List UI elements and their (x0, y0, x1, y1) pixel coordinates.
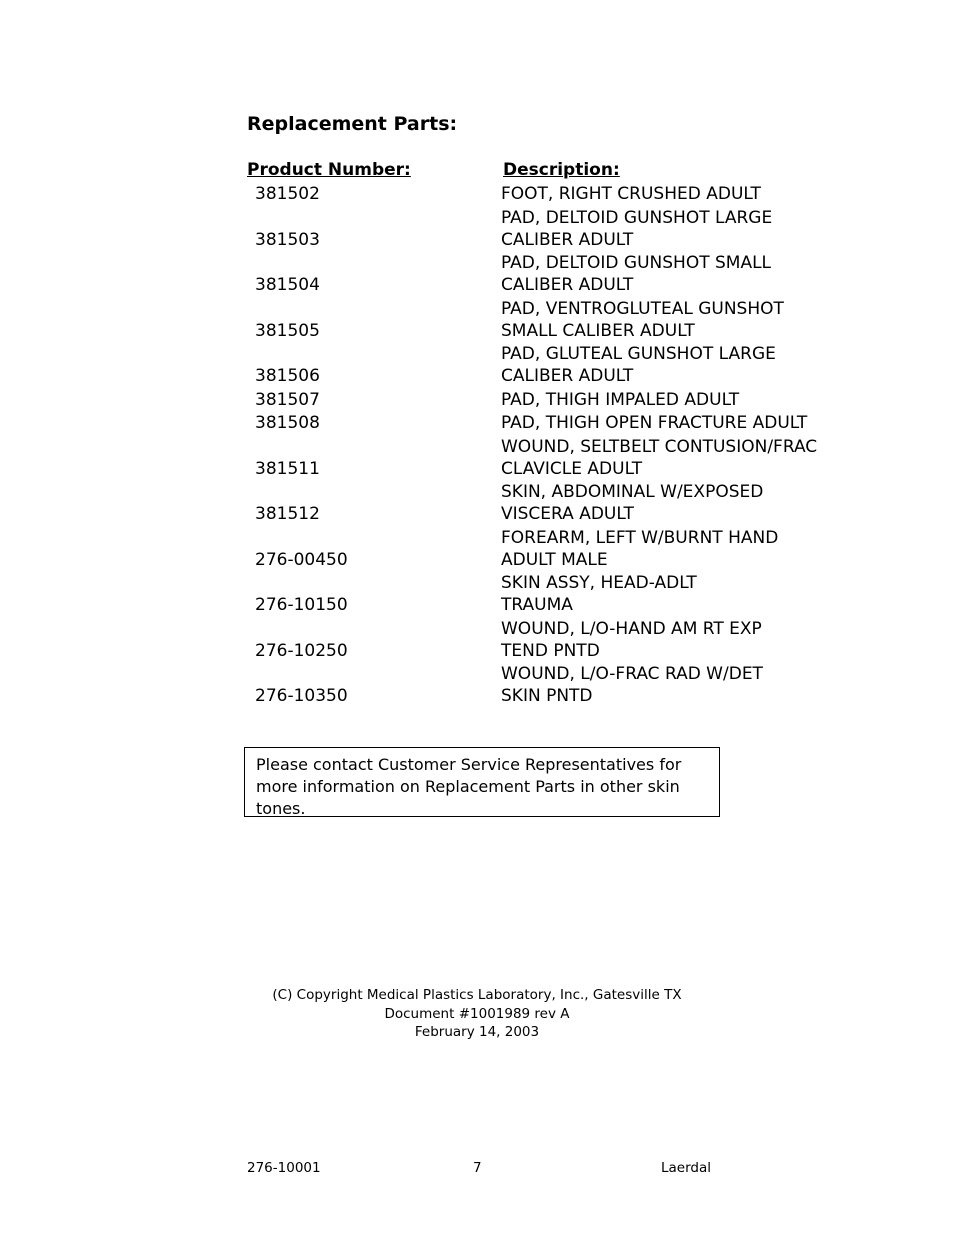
part-number: 381503 (255, 229, 320, 250)
part-description-line: SKIN, ABDOMINAL W/EXPOSED (501, 482, 764, 502)
column-header-description: Description: (503, 160, 620, 180)
part-number: 381502 (255, 184, 320, 204)
part-number: 276-10250 (255, 640, 348, 661)
footer-page-number: 7 (473, 1160, 482, 1176)
part-description-line: SMALL CALIBER ADULT (501, 320, 695, 341)
part-description-line: ADULT MALE (501, 549, 608, 570)
part-description-line: FOREARM, LEFT W/BURNT HAND (501, 527, 779, 548)
part-description (501, 436, 846, 480)
part-description-line: CALIBER ADULT (501, 366, 634, 386)
document-revision: Document #1001989 rev A (384, 1005, 570, 1022)
part-number: 381504 (255, 275, 320, 295)
part-description (501, 298, 846, 342)
part-description (501, 207, 846, 251)
part-number: 381508 (255, 413, 320, 433)
part-number: 381506 (255, 366, 320, 386)
part-number: 381511 (255, 458, 320, 479)
part-number: 276-10150 (255, 595, 348, 615)
part-description-line: PAD, DELTOID GUNSHOT LARGE (501, 207, 773, 228)
part-description (501, 252, 846, 296)
part-description (501, 481, 846, 525)
part-description-line: PAD, VENTROGLUTEAL GUNSHOT (501, 298, 784, 319)
part-number: 276-00450 (255, 549, 348, 570)
copyright-block (0, 986, 954, 1042)
part-description-line: TRAUMA (501, 595, 573, 615)
part-description-line: WOUND, L/O-HAND AM RT EXP (501, 618, 762, 639)
part-description-line: CLAVICLE ADULT (501, 458, 643, 479)
part-description-line: CALIBER ADULT (501, 275, 634, 295)
part-description (501, 572, 846, 616)
part-description-line: PAD, THIGH IMPALED ADULT (501, 389, 740, 410)
part-description-line: TEND PNTD (501, 640, 600, 661)
part-description-line: VISCERA ADULT (501, 504, 634, 524)
page-heading: Replacement Parts: (247, 113, 458, 135)
part-description-line: PAD, GLUTEAL GUNSHOT LARGE (501, 344, 776, 364)
document-date: February 14, 2003 (414, 1024, 540, 1040)
part-description (501, 343, 846, 387)
footer-doc-number: 276-10001 (247, 1160, 321, 1176)
part-number: 381507 (255, 389, 320, 410)
part-description-line: PAD, DELTOID GUNSHOT SMALL (501, 253, 772, 273)
part-description-line: CALIBER ADULT (501, 229, 634, 250)
part-description-line: PAD, THIGH OPEN FRACTURE ADULT (501, 413, 808, 433)
part-number: 381505 (255, 320, 320, 341)
part-number: 276-10350 (255, 686, 348, 706)
part-description (501, 527, 846, 571)
footer-company: Laerdal (661, 1160, 712, 1176)
copyright-line: (C) Copyright Medical Plastics Laboratory, Inc., Gatesville TX (272, 987, 682, 1003)
part-description (501, 389, 846, 411)
customer-service-notice: Please contact Customer Service Representatives for more information on Replacement Parts in other skin tones. (244, 747, 720, 817)
part-description (501, 618, 846, 662)
part-description (501, 412, 846, 434)
part-description-line: SKIN PNTD (501, 686, 593, 706)
part-description (501, 663, 846, 707)
part-description-line: WOUND, SELTBELT CONTUSION/FRAC (501, 436, 818, 457)
part-description-line: WOUND, L/O-FRAC RAD W/DET (501, 664, 763, 684)
part-description-line: FOOT, RIGHT CRUSHED ADULT (501, 184, 761, 204)
part-description (501, 183, 846, 205)
column-header-product-number: Product Number: (247, 160, 411, 180)
part-number: 381512 (255, 504, 320, 524)
part-description-line: SKIN ASSY, HEAD-ADLT (501, 573, 697, 593)
